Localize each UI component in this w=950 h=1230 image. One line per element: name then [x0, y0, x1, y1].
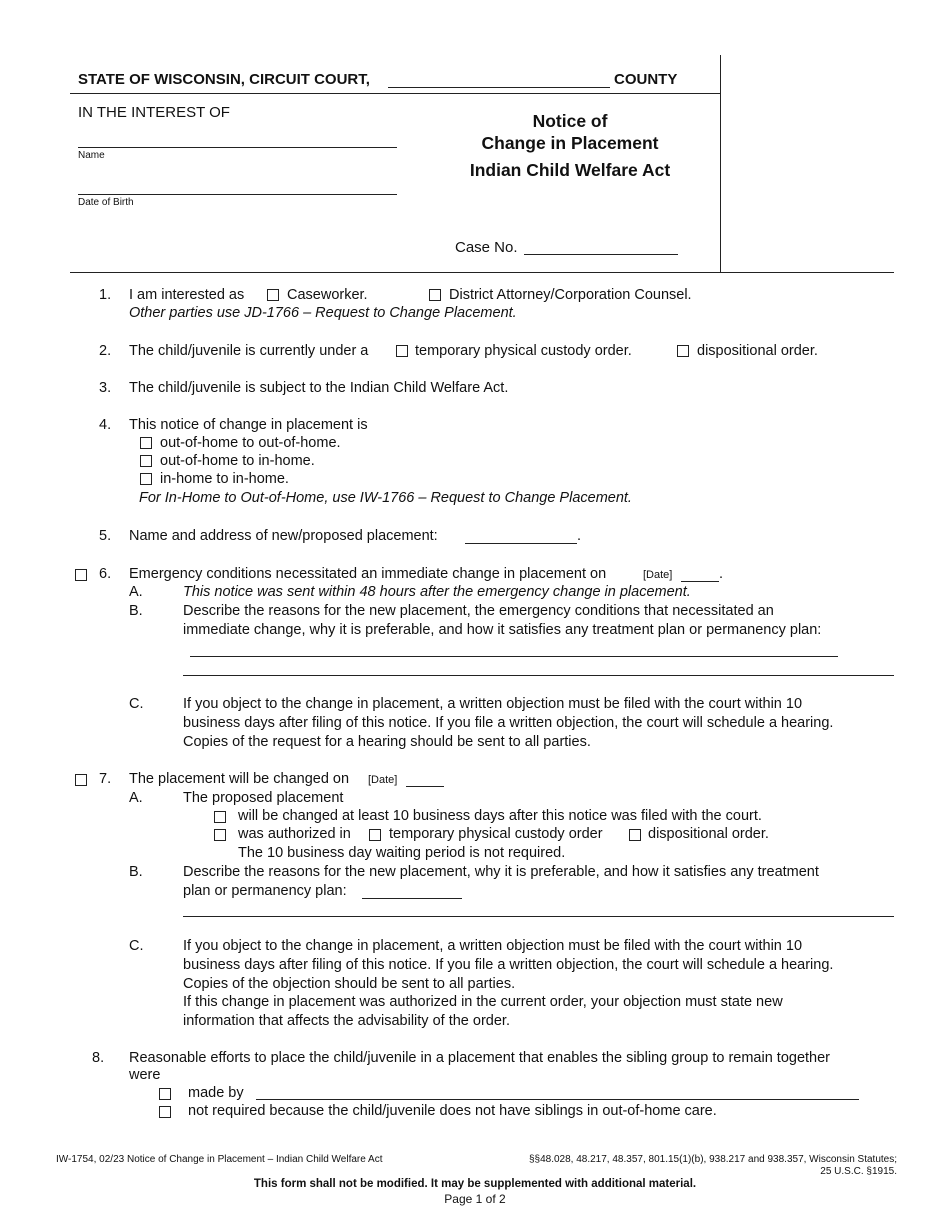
- header-bottom-rule: [70, 272, 894, 273]
- item2-text: The child/juvenile is currently under a: [129, 343, 369, 359]
- item7-checkbox[interactable]: [75, 774, 87, 786]
- title-line-1: Notice of: [532, 111, 608, 131]
- item7-temp-custody-checkbox[interactable]: [369, 829, 381, 841]
- item6-text: Emergency conditions necessitated an immediate change in placement on: [129, 566, 607, 582]
- item7-c-line4: If this change in placement was authorized in the current order, your objection must state new: [183, 994, 783, 1010]
- item5-text: Name and address of new/proposed placement:: [129, 528, 438, 544]
- item3-number: 3.: [99, 380, 112, 396]
- title-line-2: Change in Placement: [481, 133, 659, 153]
- item8-line2: were: [129, 1067, 161, 1083]
- item6-a-label: A.: [129, 584, 143, 600]
- item6-b-label: B.: [129, 603, 143, 619]
- item6-c-line2: business days after filing of this notice. If you file a written objection, the court will schedule a hearing.: [183, 715, 834, 731]
- item3-text: The child/juvenile is subject to the Indian Child Welfare Act.: [129, 380, 509, 396]
- caseworker-checkbox[interactable]: [267, 289, 279, 301]
- made-by-checkbox[interactable]: [159, 1088, 171, 1100]
- item7-a-note: The 10 business day waiting period is not required.: [238, 845, 566, 861]
- temp-custody-checkbox[interactable]: [396, 345, 408, 357]
- county-field[interactable]: [388, 87, 610, 88]
- ten-days-label: will be changed at least 10 business days after this notice was filed with the court.: [238, 808, 762, 824]
- emergency-date-field[interactable]: [681, 581, 719, 582]
- case-no-label: Case No.: [455, 239, 518, 256]
- not-required-label: not required because the child/juvenile does not have siblings in out-of-home care.: [188, 1103, 717, 1119]
- item6-c-label: C.: [129, 696, 144, 712]
- in-to-in-checkbox[interactable]: [140, 473, 152, 485]
- district-attorney-checkbox[interactable]: [429, 289, 441, 301]
- item7-b-label: B.: [129, 864, 143, 880]
- out-to-out-label: out-of-home to out-of-home.: [160, 435, 341, 451]
- item4-text: This notice of change in placement is: [129, 417, 368, 433]
- item7-text: The placement will be changed on: [129, 771, 350, 787]
- item6-b-line1: Describe the reasons for the new placement, the emergency conditions that necessitated an: [183, 603, 774, 619]
- item8-line1: Reasonable efforts to place the child/juvenile in a placement that enables the sibling group to remain together: [129, 1050, 831, 1066]
- item7-dispositional-label: dispositional order.: [648, 826, 769, 842]
- item7-c-line3: Copies of the objection should be sent to all parties.: [183, 976, 516, 992]
- case-no-field[interactable]: [524, 254, 678, 255]
- item2-number: 2.: [99, 343, 112, 359]
- ten-days-checkbox[interactable]: [214, 811, 226, 823]
- out-to-in-label: out-of-home to in-home.: [160, 453, 315, 469]
- item1-text: I am interested as: [129, 287, 245, 303]
- modification-notice: This form shall not be modified. It may be supplemented with additional material.: [253, 1178, 697, 1190]
- item7-reasons-line[interactable]: [183, 916, 894, 917]
- interest-of-label: IN THE INTEREST OF: [78, 104, 230, 121]
- item7-c-line2: business days after filing of this notice. If you file a written objection, the court will schedule a hearing.: [183, 957, 834, 973]
- not-required-checkbox[interactable]: [159, 1106, 171, 1118]
- item7-c-line1: If you object to the change in placement, a written objection must be filed with the court within 10: [183, 938, 803, 954]
- item1-number: 1.: [99, 287, 112, 303]
- item5-number: 5.: [99, 528, 112, 544]
- authorized-checkbox[interactable]: [214, 829, 226, 841]
- dispositional-checkbox[interactable]: [677, 345, 689, 357]
- page-number: Page 1 of 2: [444, 1192, 506, 1206]
- item6-a-text: This notice was sent within 48 hours after the emergency change in placement.: [183, 584, 691, 600]
- item8-number: 8.: [92, 1050, 105, 1066]
- caseworker-label: Caseworker.: [287, 287, 368, 303]
- district-attorney-label: District Attorney/Corporation Counsel.: [449, 287, 692, 303]
- item7-reasons-field[interactable]: [362, 898, 462, 899]
- court-prefix: STATE OF WISCONSIN, CIRCUIT COURT,: [78, 71, 370, 88]
- item7-date-tag: [Date]: [368, 774, 398, 786]
- item6-checkbox[interactable]: [75, 569, 87, 581]
- placement-field[interactable]: [465, 543, 577, 544]
- item4-number: 4.: [99, 417, 112, 433]
- item6-date-tag: [Date]: [643, 569, 673, 581]
- item7-number: 7.: [99, 771, 112, 787]
- item7-a-label: A.: [129, 790, 143, 806]
- item7-b-line2: plan or permanency plan:: [183, 883, 347, 899]
- title-line-3: Indian Child Welfare Act: [469, 160, 671, 180]
- item7-a-text: The proposed placement: [183, 790, 344, 806]
- made-by-label: made by: [188, 1085, 244, 1101]
- item6-c-line3: Copies of the request for a hearing should be sent to all parties.: [183, 734, 591, 750]
- item7-c-line5: information that affects the advisability of the order.: [183, 1013, 510, 1029]
- item7-c-label: C.: [129, 938, 144, 954]
- court-suffix: COUNTY: [614, 71, 678, 88]
- item6-number: 6.: [99, 566, 112, 582]
- statutes-line1: §§48.028, 48.217, 48.357, 801.15(1)(b), 938.217 and 938.357, Wisconsin Statutes;: [528, 1154, 897, 1165]
- item4-note: For In-Home to Out-of-Home, use IW-1766 – Request to Change Placement.: [139, 490, 632, 506]
- change-date-field[interactable]: [406, 786, 444, 787]
- item1-note: Other parties use JD-1766 – Request to Change Placement.: [129, 305, 517, 321]
- name-field[interactable]: [78, 147, 397, 148]
- header-vertical-divider: [720, 55, 721, 273]
- item7-dispositional-checkbox[interactable]: [629, 829, 641, 841]
- statutes-line2: 25 U.S.C. §1915.: [820, 1166, 897, 1177]
- form-id: IW-1754, 02/23 Notice of Change in Placement – Indian Child Welfare Act: [56, 1154, 383, 1165]
- item7-b-line1: Describe the reasons for the new placement, why it is preferable, and how it satisfies any treatment: [183, 864, 819, 880]
- item5-end: .: [577, 528, 582, 544]
- item7-temp-custody-label: temporary physical custody order: [389, 826, 603, 842]
- header-rule: [70, 93, 721, 94]
- item6-b-line2: immediate change, why it is preferable, and how it satisfies any treatment plan or permanency plan:: [183, 622, 822, 638]
- out-to-out-checkbox[interactable]: [140, 437, 152, 449]
- authorized-label: was authorized in: [238, 826, 351, 842]
- dob-label: Date of Birth: [78, 197, 134, 208]
- name-label: Name: [78, 150, 105, 161]
- dob-field[interactable]: [78, 194, 397, 195]
- item6-reasons-line1[interactable]: [190, 656, 838, 657]
- item6-c-line1: If you object to the change in placement, a written objection must be filed with the court within 10: [183, 696, 803, 712]
- made-by-field[interactable]: [256, 1099, 859, 1100]
- out-to-in-checkbox[interactable]: [140, 455, 152, 467]
- item6-end: .: [719, 566, 724, 582]
- item6-reasons-line2[interactable]: [183, 675, 894, 676]
- in-to-in-label: in-home to in-home.: [160, 471, 289, 487]
- temp-custody-label: temporary physical custody order.: [415, 343, 632, 359]
- dispositional-label: dispositional order.: [697, 343, 818, 359]
